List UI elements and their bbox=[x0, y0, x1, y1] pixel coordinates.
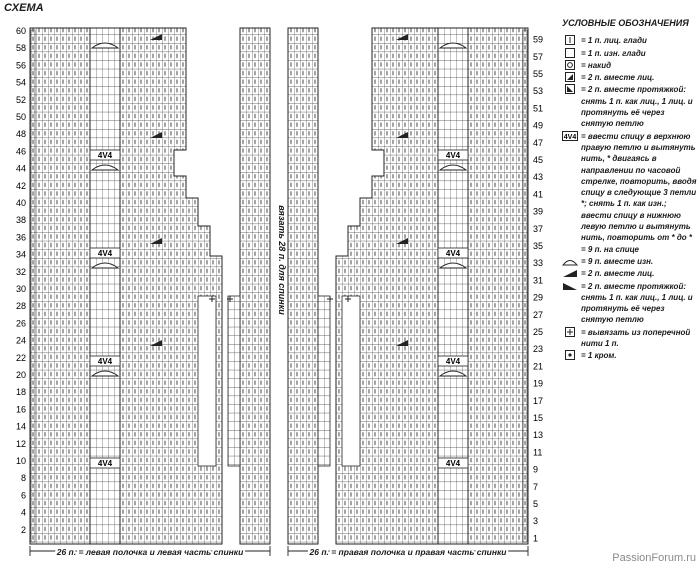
svg-text:4V4: 4V4 bbox=[445, 459, 461, 468]
row-number: 54 bbox=[15, 77, 26, 88]
row-number: 42 bbox=[15, 180, 26, 191]
row-number: 28 bbox=[15, 301, 26, 312]
row-number: 40 bbox=[15, 198, 26, 208]
svg-text:4V4: 4V4 bbox=[445, 249, 461, 258]
row-number: 34 bbox=[15, 249, 26, 260]
svg-text:4V4: 4V4 bbox=[97, 249, 113, 258]
svg-text:4V4: 4V4 bbox=[97, 357, 113, 366]
yarn-over-icon bbox=[562, 60, 578, 70]
row-number: 25 bbox=[533, 327, 544, 337]
row-number: 27 bbox=[533, 309, 544, 320]
bottom-left-label: 26 п. = левая полочка и левая часть спинки bbox=[56, 547, 244, 557]
center-note: вязать 28 п. для спинки bbox=[277, 205, 287, 315]
svg-text:4V4: 4V4 bbox=[97, 151, 113, 160]
svg-text:4V4: 4V4 bbox=[445, 151, 461, 160]
row-number: 23 bbox=[533, 344, 544, 355]
bottom-right-label: 26 п. = правая полочка и правая часть спинки bbox=[309, 547, 507, 557]
row-number: 37 bbox=[533, 223, 544, 234]
legend-item bbox=[562, 268, 698, 279]
row-number: 60 bbox=[15, 26, 26, 36]
svg-text:4V4: 4V4 bbox=[445, 357, 461, 366]
row-number: 11 bbox=[533, 447, 543, 458]
legend-item bbox=[562, 327, 698, 350]
row-number: 55 bbox=[533, 69, 544, 79]
row-number: 52 bbox=[15, 94, 26, 105]
row-number: 8 bbox=[20, 473, 26, 484]
legend-item bbox=[562, 60, 698, 71]
row-number: 26 bbox=[15, 318, 26, 329]
legend-item bbox=[562, 48, 698, 59]
row-number: 14 bbox=[15, 421, 26, 432]
legend-item bbox=[562, 256, 698, 267]
row-number: 3 bbox=[533, 516, 539, 527]
legend-text: = 2 п. вместе протяжкой: снять 1 п. как лиц., 1 лиц. и протянуть её через снятую петлю bbox=[581, 85, 693, 129]
row-number: 36 bbox=[15, 232, 26, 243]
make-one-icon bbox=[562, 327, 578, 337]
row-number: 6 bbox=[20, 490, 26, 501]
legend-text: = 1 кром. bbox=[581, 351, 617, 361]
right-row-numbers bbox=[533, 35, 543, 544]
row-number: 46 bbox=[15, 146, 26, 157]
legend-text: = 9 п. вместе изн. bbox=[581, 256, 654, 266]
row-number: 22 bbox=[15, 352, 26, 363]
row-number: 35 bbox=[533, 241, 544, 251]
row-number: 41 bbox=[533, 189, 544, 200]
svg-text:4V4: 4V4 bbox=[563, 133, 577, 141]
row-number: 32 bbox=[15, 266, 26, 277]
row-number: 50 bbox=[15, 112, 26, 122]
row-number: 43 bbox=[533, 172, 544, 183]
row-number: 4 bbox=[20, 507, 26, 518]
purl-stitch-icon bbox=[562, 48, 578, 58]
legend-text: = 2 п. вместе лиц. bbox=[581, 269, 655, 279]
row-number: 1 bbox=[533, 533, 539, 544]
edge-stitch-icon bbox=[562, 350, 578, 360]
row-number: 19 bbox=[533, 378, 544, 389]
watermark: PassionForum.ru bbox=[612, 552, 696, 564]
row-number: 16 bbox=[15, 404, 26, 415]
nine-together-icon bbox=[562, 256, 578, 266]
row-number: 45 bbox=[533, 155, 544, 165]
row-number: 9 bbox=[533, 464, 539, 475]
legend-item bbox=[562, 350, 698, 361]
right-panel bbox=[288, 28, 528, 544]
row-number: 58 bbox=[15, 43, 26, 54]
k2tog-wide-icon bbox=[562, 268, 578, 278]
legend bbox=[562, 18, 698, 363]
row-number: 24 bbox=[15, 335, 26, 346]
legend-item bbox=[562, 84, 698, 129]
left-panel bbox=[30, 28, 270, 544]
svg-text:4V4: 4V4 bbox=[97, 459, 113, 468]
row-number: 2 bbox=[20, 524, 26, 535]
row-number: 49 bbox=[533, 120, 544, 131]
row-number: 44 bbox=[15, 163, 26, 174]
legend-text: = 1 п. изн. глади bbox=[581, 48, 646, 58]
legend-item bbox=[562, 281, 698, 326]
legend-item bbox=[562, 72, 698, 83]
row-number: 29 bbox=[533, 292, 544, 303]
k2tog-icon bbox=[562, 72, 578, 82]
chart-title: СХЕМА bbox=[4, 2, 44, 14]
row-number: 38 bbox=[15, 215, 26, 226]
row-number: 47 bbox=[533, 137, 544, 148]
row-number: 17 bbox=[533, 395, 544, 406]
row-number: 31 bbox=[533, 275, 544, 286]
row-number: 12 bbox=[15, 438, 26, 449]
legend-item bbox=[562, 35, 698, 46]
legend-text: = вывязать из поперечной нити 1 п. bbox=[581, 327, 691, 349]
row-number: 13 bbox=[533, 430, 544, 441]
legend-text: = накид bbox=[581, 60, 612, 70]
ssk-wide-icon bbox=[562, 281, 578, 291]
ssk-icon bbox=[562, 84, 578, 94]
row-number: 39 bbox=[533, 206, 544, 217]
row-number: 18 bbox=[15, 387, 26, 398]
cluster-4v4-icon bbox=[562, 131, 578, 141]
row-number: 10 bbox=[15, 456, 26, 466]
knit-stitch-icon bbox=[562, 35, 578, 45]
row-number: 7 bbox=[533, 481, 539, 492]
legend-item bbox=[562, 131, 698, 255]
legend-title: УСЛОВНЫЕ ОБОЗНАЧЕНИЯ bbox=[562, 18, 689, 28]
legend-text: = 2 п. вместе протяжкой: снять 1 п. как лиц., 1 лиц. и протянуть её через снятую петлю bbox=[581, 281, 693, 325]
row-number: 57 bbox=[533, 51, 544, 62]
legend-text: = 2 п. вместе лиц. bbox=[581, 73, 655, 83]
left-row-numbers bbox=[16, 26, 26, 535]
row-number: 21 bbox=[533, 361, 544, 372]
row-number: 56 bbox=[15, 60, 26, 71]
row-number: 53 bbox=[533, 86, 544, 97]
legend-text: = ввести спицу в верхнюю правую петлю и вытянуть нить, * двигаясь в направлении по часовой стрелке, повторить, вводя спицу в следующие 3 петли *; снять 1 п. как изн.; ввести спицу в нижнюю левую петлю и вытянуть нить, повторить от * до * = 9 п. на спице bbox=[581, 131, 697, 254]
row-number: 59 bbox=[533, 34, 544, 45]
row-number: 33 bbox=[533, 258, 544, 269]
row-number: 20 bbox=[15, 370, 26, 380]
row-number: 51 bbox=[533, 103, 544, 114]
legend-text: = 1 п. лиц. глади bbox=[581, 36, 647, 46]
row-number: 48 bbox=[15, 129, 26, 140]
row-number: 5 bbox=[533, 499, 539, 509]
row-number: 15 bbox=[533, 413, 544, 423]
row-number: 30 bbox=[15, 284, 26, 294]
